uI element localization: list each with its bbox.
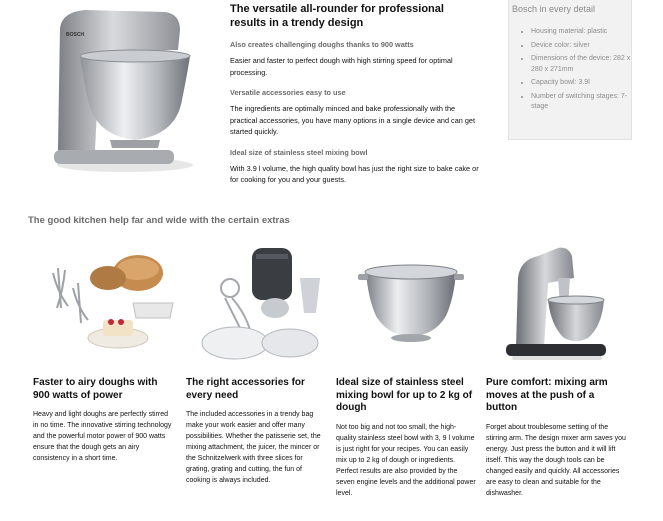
stainless-steel-bowl-image: [336, 238, 486, 368]
intro-body: The ingredients are optimally minced and bake professionally with the practical accessories, you have many options in a single device and can get started quickly.: [230, 104, 475, 136]
detail-item: • Device color: silver: [531, 41, 631, 52]
feature-card: [33, 377, 173, 464]
extras-heading: The good kitchen help far and wide with the certain extras: [28, 215, 290, 226]
detail-box: [508, 0, 632, 140]
feature-card: [336, 377, 476, 499]
accessories-bag-set-image: [190, 238, 340, 368]
doughs-and-whisk-attachments-image: [33, 238, 183, 368]
feature-body: Heavy and light doughs are perfectly stirred in no time. The innovative stirring technology and the powerful motor power of 900 watts ensure that the dough gets an airy consistency in a short time.: [33, 411, 172, 462]
detail-item: • Dimensions of the device: 282 x 280 x 271mm: [531, 54, 631, 75]
intro-title: The versatile all-rounder for professional results in a trendy design: [230, 3, 444, 29]
feature-title: The right accessories for every need: [186, 377, 305, 401]
feature-title: Pure comfort: mixing arm moves at the push of a button: [486, 377, 608, 413]
intro-subtitle: Versatile accessories easy to use: [230, 88, 346, 97]
stand-mixer-image: [40, 0, 200, 180]
detail-item: • Housing material: plastic: [531, 27, 631, 38]
intro-subtitle: Ideal size of stainless steel mixing bowl: [230, 147, 368, 157]
brand-logo: BOSCH: [66, 32, 85, 38]
intro-body: Easier and faster to perfect dough with high stirring speed for optimal processing.: [230, 56, 453, 77]
intro-block: [230, 40, 480, 78]
intro-block: [230, 148, 480, 186]
intro-section: [230, 2, 480, 196]
intro-block: [230, 88, 480, 138]
feature-body: Not too big and not too small, the high-quality stainless steel bowl with 3, 9 l volume is just right for your recipes. You can easily mix up to 2 kg of dough or ingredients. Perfect results are also provided by the seven engine levels and the additional power level.: [336, 423, 476, 497]
feature-body: The included accessories in a trendy bag make your work easier and offer many possibilities. Whether the patisserie set, the mixing attachment, the juicer, the mincer or the Schnitzelwerk with three slices for grating, grating and cutting, the fun of cooking is always included.: [186, 411, 321, 484]
feature-card: [186, 377, 326, 486]
feature-title: Ideal size of stainless steel mixing bowl for up to 2 kg of dough: [336, 377, 473, 413]
feature-body: Forget about troublesome setting of the stirring arm. The design mixer arm saves you energy. Just press the button and it will lift itself. This way the dough tools can be changed easily and quickly. All accessories are easy to clean and suitable for the dishwasher.: [486, 423, 626, 497]
detail-title: Bosch in every detail: [512, 4, 596, 14]
detail-item: • Capacity bowl: 3.9l: [531, 78, 631, 89]
feature-title: Faster to airy doughs with 900 watts of power: [33, 377, 158, 401]
detail-list: [509, 27, 631, 113]
feature-card: [486, 377, 626, 499]
intro-subtitle: Also creates challenging doughs thanks to 900 watts: [230, 40, 414, 49]
intro-body: With 3.9 l volume, the high quality bowl has just the right size to bake cake or for cooking for you and your guests.: [230, 163, 479, 184]
mixer-arm-raised-image: [488, 238, 638, 368]
detail-item: • Number of switching stages: 7-stage: [531, 92, 631, 113]
